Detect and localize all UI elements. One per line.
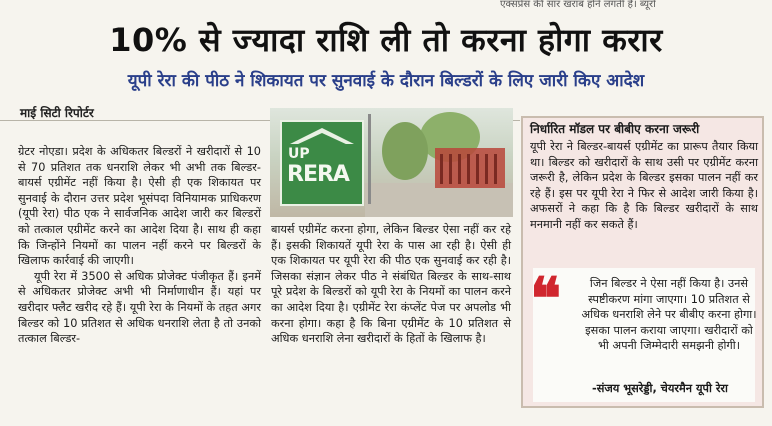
sidebar-title: निर्धारित मॉडल पर बीबीए करना जरूरी	[530, 122, 700, 136]
paragraph: बायर्स एग्रीमेंट करना होगा, लेकिन बिल्डर ऐसा नहीं कर रहे हैं। इसकी शिकायतें यूपी रेरा के पास आ रही है। ऐसी ही एक शिकायत पर यूपी रेरा की पीठ एक सुनवाई कर रही है। जिसका संज्ञान लेकर पीठ ने संबंधित बिल्डर के साथ-साथ पूरे प्रदेश के बिल्डरों को यूपी रेरा के नियमों का पालन करने का आदेश दिया है। एग्रीमेंट रेरा कंप्लेंट पेज पर अपलोड भी करना होगा। कहा है कि बिना एग्रीमेंट के 10 प्रतिशत से अधिक धनराशि लेना खरीदारों के हितों के खिलाफ है।	[271, 223, 511, 346]
quote-text: जिन बिल्डर ने ऐसा नहीं किया है। उनसे स्पष्टीकरण मांगा जाएगा। 10 प्रतिशत से अधिक धनराशि लेने पर बीबीए करना होगा। इसका पालन कराया जाएगा। खरीदारों को भी अपनी जिम्मेदारी समझनी होगी।	[581, 277, 757, 353]
paragraph: यूपी रेरा में 3500 से अधिक प्रोजेक्ट पंजीकृत हैं। इनमें से अधिकतर प्रोजेक्ट अभी भी निर्माणाधीन हैं। यहां पर खरीदार फ्लैट खरीद रहे हैं। यूपी रेरा के नियमों के तहत अगर बिल्डर को 10 प्रतिशत से अधिक धनराशि लेता है तो उनको तत्काल बिल्डर-	[18, 269, 261, 346]
tree	[382, 122, 428, 180]
byline: माई सिटी रिपोर्टर	[20, 106, 94, 120]
gate-bars	[440, 154, 500, 184]
paragraph: ग्रेटर नोएडा। प्रदेश के अधिकतर बिल्डरों ने खरीदारों से 10 से 70 प्रतिशत तक धनराशि लेकर भी अभी तक बिल्डर-बायर्स एग्रीमेंट नहीं किया है। ऐसी ही एक शिकायत पर सुनवाई के दौरान उत्तर प्रदेश भूसंपदा विनियामक प्राधिकरण (यूपी रेरा) पीठ एक ने सार्वजनिक आदेश जारी कर बिल्डरों को तत्काल एग्रीमेंट करने का आदेश दिया है। साथ ही कहा कि जिन्होंने नियमों का पालन नहीं करने पर बिल्डरों के खिलाफ कार्रवाई की जाएगी।	[18, 145, 261, 268]
road	[365, 183, 513, 217]
headline: 10% से ज्यादा राशि ली तो करना होगा करार	[109, 21, 663, 59]
sidebar-text: यूपी रेरा ने बिल्डर-बायर्स एग्रीमेंट का प्रारूप तैयार किया था। बिल्डर को खरीदारों के साथ उसी पर एग्रीमेंट करना जरूरी है, लेकिन प्रदेश के बिल्डर इसका पालन नहीं कर रहे हैं। इस पर यूपी रेरा ने फिर से आदेश जारी किया है। अफसरों ने कहा कि है कि बिल्डर खरीदारों के साथ मनमानी नहीं कर सकते हैं।	[530, 140, 758, 231]
quote-author: -संजय भूसरेड्डी, चेयरमैन यूपी रेरा	[592, 382, 728, 395]
top-cut-text: एक्सप्रेस की सार खराब होने लगती है। ब्यूरो	[500, 0, 656, 10]
pole	[368, 114, 371, 204]
article-column-1	[18, 144, 261, 347]
sign-text-up: UP	[288, 146, 310, 162]
quote-mark-icon: ❝	[530, 265, 562, 333]
subheadline: यूपी रेरा की पीठ ने शिकायत पर सुनवाई के दौरान बिल्डरों के लिए जारी किए आदेश	[127, 71, 645, 91]
up-rera-sign	[280, 120, 364, 206]
article-column-2	[271, 222, 511, 347]
sign-text-rera: RERA	[287, 162, 349, 187]
rera-office-photo	[270, 108, 513, 217]
